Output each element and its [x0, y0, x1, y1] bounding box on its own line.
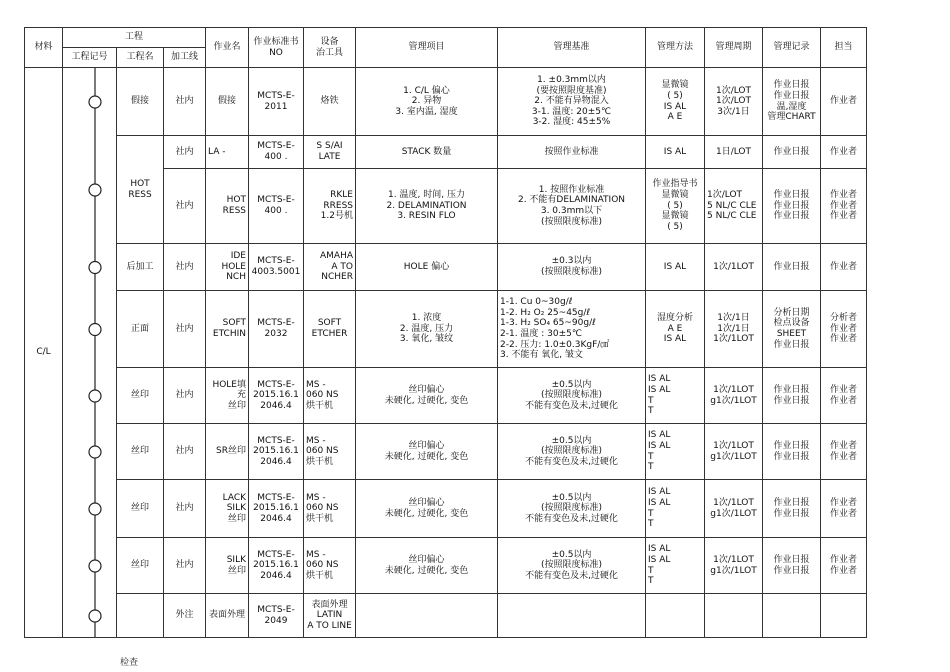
std-no: MCTS-E- 2049: [249, 594, 304, 638]
owner: 分析者 作业者 作业者: [821, 291, 867, 368]
equipment: SOFT ETCHER: [304, 291, 356, 368]
control-cycle: 1次/1LOT g1次/1LOT: [705, 538, 763, 594]
table-row: [25, 291, 867, 368]
control-record: 分析日期 检点设备 SHEET 作业日报: [763, 291, 821, 368]
col-control-item: 管理项目: [356, 28, 498, 68]
flow-node: [89, 262, 101, 274]
equipment: AMAHA A TO NCHER: [304, 244, 356, 291]
job-name: 假接: [206, 68, 249, 136]
control-standard: 1. 按照作业标准 2. 不能有DELAMINATION 3. 0.3mm以下 (按照限度标准): [498, 169, 646, 244]
control-item: 丝印偏心 未硬化, 过硬化, 变色: [356, 480, 498, 538]
table-row: [25, 538, 867, 594]
processing-line: 社内: [164, 424, 206, 480]
equipment: MS - 060 NS 烘干机: [304, 538, 356, 594]
process-name: 正面: [117, 291, 164, 368]
col-control-method: 管理方法: [646, 28, 705, 68]
owner: 作业者 作业者: [821, 424, 867, 480]
control-record: 作业日报 作业日报: [763, 424, 821, 480]
flow-node: [89, 503, 101, 515]
process-name: 后加工: [117, 244, 164, 291]
control-record: [763, 594, 821, 638]
std-no: MCTS-E- 2015.16.1 2046.4: [249, 424, 304, 480]
processing-line: 社内: [164, 68, 206, 136]
owner: 作业者: [821, 244, 867, 291]
control-cycle: 1次/1LOT g1次/1LOT: [705, 424, 763, 480]
control-record: 作业日报 作业日报 温,湿度 管理CHART: [763, 68, 821, 136]
process-name: 丝印: [117, 480, 164, 538]
col-equipment: 设备 治工具: [304, 28, 356, 68]
processing-line: 社内: [164, 136, 206, 169]
col-control-cycle: 管理周期: [705, 28, 763, 68]
equipment: MS - 060 NS 烘干机: [304, 480, 356, 538]
control-method: 湿度分析 A E IS AL: [646, 291, 705, 368]
col-control-standard: 管理基准: [498, 28, 646, 68]
std-no: MCTS-E- 2011: [249, 68, 304, 136]
col-control-record: 管理记录: [763, 28, 821, 68]
control-item: STACK 数量: [356, 136, 498, 169]
job-name: SILK 丝印: [206, 538, 249, 594]
control-standard: 按照作业标准: [498, 136, 646, 169]
control-item: 丝印偏心 未硬化, 过硬化, 变色: [356, 368, 498, 424]
col-process-name: 工程名: [117, 48, 164, 68]
process-name: 假接: [117, 68, 164, 136]
control-method: IS AL: [646, 136, 705, 169]
control-item: 丝印偏心 未硬化, 过硬化, 变色: [356, 538, 498, 594]
material-cell: C/L: [25, 68, 63, 638]
std-no: MCTS-E- 2015.16.1 2046.4: [249, 480, 304, 538]
job-name: LA -: [206, 136, 249, 169]
control-cycle: 1次/1LOT: [705, 244, 763, 291]
control-cycle: 1次/1LOT g1次/1LOT: [705, 480, 763, 538]
control-item: [356, 594, 498, 638]
table-row: [25, 424, 867, 480]
flow-node: [89, 96, 101, 108]
equipment: MS - 060 NS 烘干机: [304, 368, 356, 424]
owner: 作业者: [821, 136, 867, 169]
control-standard: ±0.5以内 (按照限度标准) 不能有变色及未,过硬化: [498, 424, 646, 480]
process-name: 丝印: [117, 424, 164, 480]
control-standard: ±0.5以内 (按照限度标准) 不能有变色及未,过硬化: [498, 538, 646, 594]
col-process-code: 工程记号: [63, 48, 117, 68]
control-record: 作业日报 作业日报: [763, 480, 821, 538]
control-method: 显微镜 ( 5) IS AL A E: [646, 68, 705, 136]
process-name: 丝印: [117, 538, 164, 594]
control-method: 作业指导书 显微镜 ( 5) 显微镜 ( 5): [646, 169, 705, 244]
footer-note: 检查: [120, 658, 139, 668]
control-standard: 1. ±0.3mm以内 (要按照限度基准) 2. 不能有异物混入 3-1. 温度: 20±5℃ 3-2. 湿度: 45±5%: [498, 68, 646, 136]
processing-line: 社内: [164, 480, 206, 538]
control-record: 作业日报 作业日报: [763, 538, 821, 594]
control-cycle: 1次/1日 1次/1日 1次/1LOT: [705, 291, 763, 368]
flow-node: [89, 610, 101, 622]
flow-node: [89, 324, 101, 336]
col-owner: 担当: [821, 28, 867, 68]
owner: 作业者 作业者: [821, 480, 867, 538]
control-method: IS AL IS AL T T: [646, 424, 705, 480]
processing-line: 社内: [164, 368, 206, 424]
flow-node: [89, 560, 101, 572]
std-no: MCTS-E- 2015.16.1 2046.4: [249, 538, 304, 594]
col-std-no: 作业标准书 NO: [249, 28, 304, 68]
col-process: 工程: [63, 28, 206, 48]
control-method: [646, 594, 705, 638]
std-no: MCTS-E- 2032: [249, 291, 304, 368]
job-name: SR丝印: [206, 424, 249, 480]
col-material: 材料: [25, 28, 63, 68]
control-item: 1. 温度, 时间, 压力 2. DELAMINATION 3. RESIN FLO: [356, 169, 498, 244]
processing-line: 社内: [164, 538, 206, 594]
job-name: SOFT ETCHIN: [206, 291, 249, 368]
process-flow-diagram: [63, 68, 117, 637]
std-no: MCTS-E- 2015.16.1 2046.4: [249, 368, 304, 424]
control-cycle: 1次/LOT 1次/LOT 3次/1日: [705, 68, 763, 136]
control-method: IS AL: [646, 244, 705, 291]
table-row: [25, 368, 867, 424]
process-control-table: [24, 27, 867, 638]
table-row: [25, 68, 867, 136]
job-name: LACK SILK 丝印: [206, 480, 249, 538]
equipment: RKLE RRESS 1.2号机: [304, 169, 356, 244]
control-cycle: [705, 594, 763, 638]
job-name: 表面外理: [206, 594, 249, 638]
job-name: HOT RESS: [206, 169, 249, 244]
equipment: MS - 060 NS 烘干机: [304, 424, 356, 480]
processing-line: 社内: [164, 244, 206, 291]
owner: 作业者 作业者: [821, 538, 867, 594]
control-cycle: 1日/LOT: [705, 136, 763, 169]
control-item: 1. C/L 偏心 2. 异物 3. 室内温, 湿度: [356, 68, 498, 136]
control-record: 作业日报: [763, 244, 821, 291]
job-name: IDE HOLE NCH: [206, 244, 249, 291]
control-cycle: 1次/1LOT g1次/1LOT: [705, 368, 763, 424]
control-record: 作业日报: [763, 136, 821, 169]
owner: [821, 594, 867, 638]
col-job-name: 作业名: [206, 28, 249, 68]
owner: 作业者 作业者 作业者: [821, 169, 867, 244]
std-no: MCTS-E- 4003.5001: [249, 244, 304, 291]
flow-node: [89, 390, 101, 402]
processing-line: 社内: [164, 291, 206, 368]
control-method: IS AL IS AL T T: [646, 368, 705, 424]
flow-node: [89, 184, 101, 196]
equipment: 烙铁: [304, 68, 356, 136]
job-name: HOLE填充 丝印: [206, 368, 249, 424]
table-row: [25, 244, 867, 291]
control-method: IS AL IS AL T T: [646, 538, 705, 594]
processing-line: 社内: [164, 169, 206, 244]
equipment: S S/AI LATE: [304, 136, 356, 169]
owner: 作业者 作业者: [821, 368, 867, 424]
control-standard: [498, 594, 646, 638]
flow-node: [89, 446, 101, 458]
std-no: MCTS-E- 400 .: [249, 169, 304, 244]
table-row: [25, 480, 867, 538]
control-record: 作业日报 作业日报: [763, 368, 821, 424]
control-standard: ±0.5以内 (按照限度标准) 不能有变色及未,过硬化: [498, 480, 646, 538]
control-item: HOLE 偏心: [356, 244, 498, 291]
process-name: [117, 594, 164, 638]
control-cycle: 1次/LOT 5 NL/C CLE 5 NL/C CLE: [705, 169, 763, 244]
owner: 作业者: [821, 68, 867, 136]
control-item: 1. 浓度 2. 温度, 压力 3. 氧化, 皱纹: [356, 291, 498, 368]
process-name: 丝印: [117, 368, 164, 424]
process-flow-column: [63, 68, 117, 638]
equipment: 表面外理 LATIN A TO LINE: [304, 594, 356, 638]
control-standard: 1-1. Cu 0~30g/ℓ 1-2. H₂ O₂ 25~45g/ℓ 1-3. H₂ SO₄ 65~90g/ℓ 2-1. 温度 : 30±5℃ 2-2. 压力: 1.0±0.3KgF/㎠ 3. 不能有 氧化, 皱文: [498, 291, 646, 368]
control-method: IS AL IS AL T T: [646, 480, 705, 538]
table-row: [25, 136, 867, 169]
control-item: 丝印偏心 未硬化, 过硬化, 变色: [356, 424, 498, 480]
control-standard: ±0.5以内 (按照限度标准) 不能有变色及未,过硬化: [498, 368, 646, 424]
control-standard: ±0.3以内 (按照限度标准): [498, 244, 646, 291]
process-name: HOT RESS: [117, 136, 164, 244]
std-no: MCTS-E- 400 .: [249, 136, 304, 169]
table-row: [25, 594, 867, 638]
control-record: 作业日报 作业日报 作业日报: [763, 169, 821, 244]
col-processing-line: 加工线: [164, 48, 206, 68]
processing-line: 外注: [164, 594, 206, 638]
